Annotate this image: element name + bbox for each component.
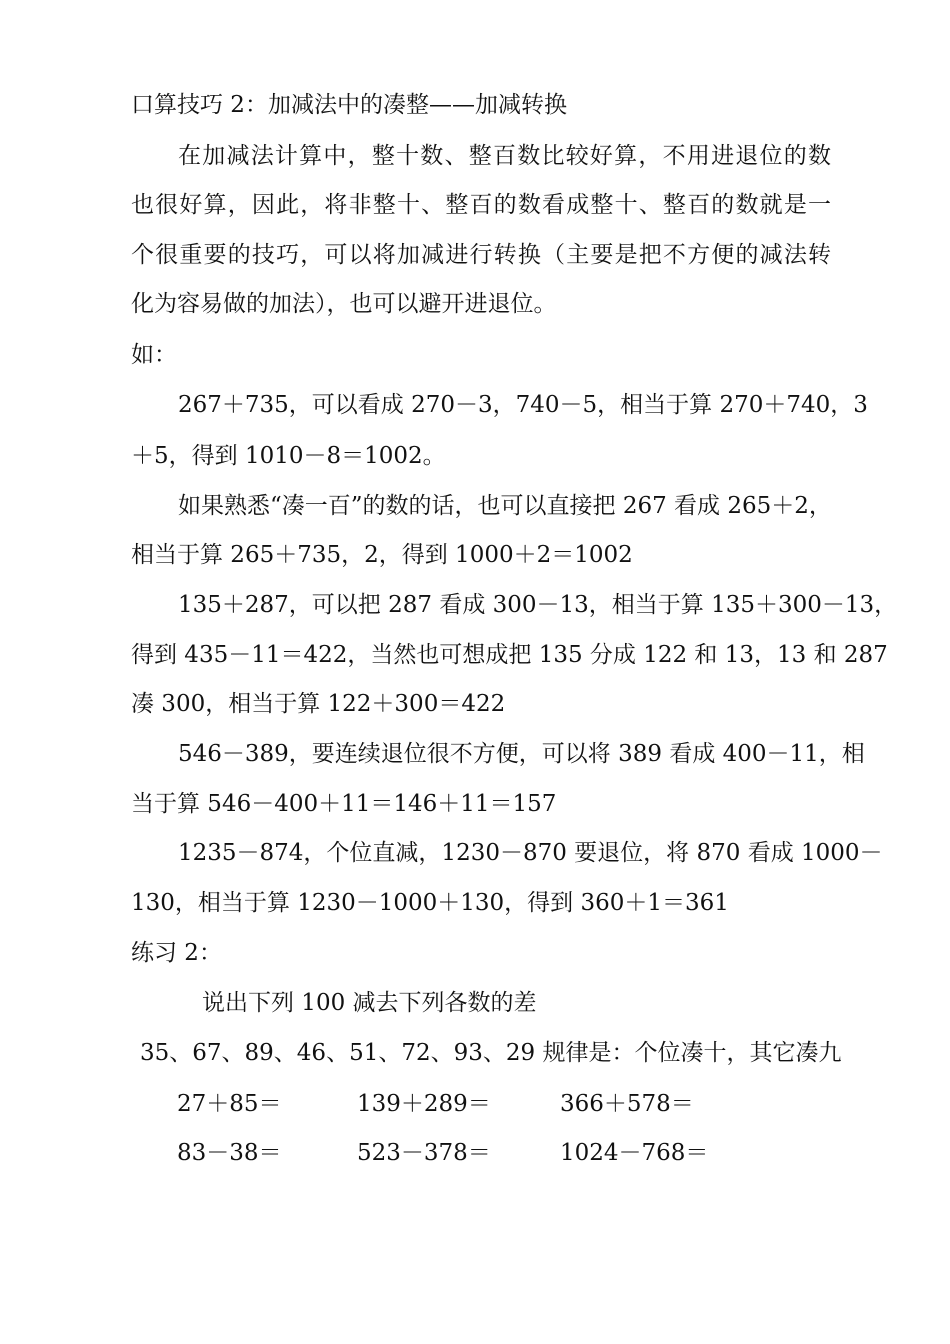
example-1-line-2: ＋5，得到 1010－8＝1002。 [131,443,446,469]
intro-line-2: 也很好算，因此，将非整十、整百的数看成整十、整百的数就是一 [131,192,831,218]
example-2-line-2: 相当于算 265＋735，2，得到 1000＋2＝1002 [131,542,633,568]
exercise-item: 366＋578＝ [560,1091,694,1117]
exercise-item: 523－378＝ [357,1140,491,1166]
example-3-line-3: 凑 300，相当于算 122＋300＝422 [131,691,506,717]
example-4-line-2: 当于算 546－400＋11＝146＋11＝157 [131,791,557,817]
example-5-line-2: 130，相当于算 1230－1000＋130，得到 360＋1＝361 [131,890,729,916]
intro-line-1: 在加减法计算中，整十数、整百数比较好算，不用进退位的数 [178,143,831,169]
practice-label: 练习 2： [131,940,222,966]
example-4-line-1: 546－389，要连续退位很不方便，可以将 389 看成 400－11，相 [178,741,865,767]
exercise-item: 27＋85＝ [177,1091,282,1117]
page-title: 口算技巧 2：加减法中的凑整——加减转换 [131,92,567,118]
example-3-line-2: 得到 435－11＝422，当然也可想成把 135 分成 122 和 13，13 和 287 [131,642,888,668]
practice-numbers: 35、67、89、46、51、72、93、29 规律是：个位凑十，其它凑九 [140,1040,842,1066]
example-2-line-1: 如果熟悉“凑一百”的数的话，也可以直接把 267 看成 265＋2， [178,493,832,519]
example-5-line-1: 1235－874，个位直减，1230－870 要退位，将 870 看成 1000－ [178,840,883,866]
exercise-item: 1024－768＝ [560,1140,709,1166]
intro-line-4: 化为容易做的加法），也可以避开进退位。 [131,291,557,317]
practice-instruction: 说出下列 100 减去下列各数的差 [202,990,537,1016]
exercise-item: 83－38＝ [177,1140,282,1166]
exercise-item: 139＋289＝ [357,1091,491,1117]
example-label: 如： [131,342,177,368]
intro-line-3: 个很重要的技巧，可以将加减进行转换（主要是把不方便的减法转 [131,242,831,268]
example-1-line-1: 267＋735，可以看成 270－3，740－5，相当于算 270＋740，3 [178,392,868,418]
example-3-line-1: 135＋287，可以把 287 看成 300－13，相当于算 135＋300－13， [178,592,898,618]
